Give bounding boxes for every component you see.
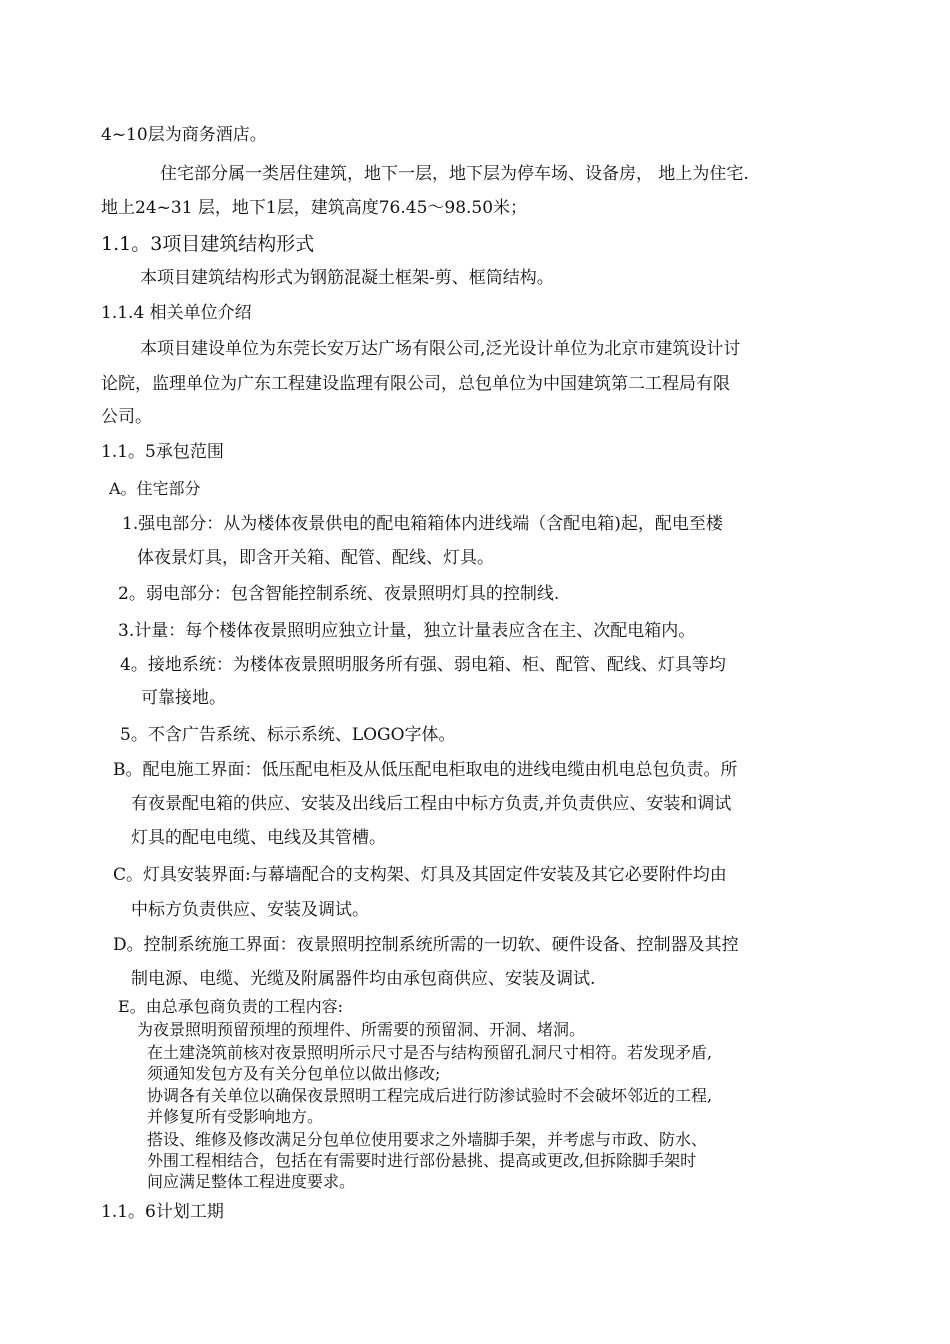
text-line-residential-desc: 住宅部分属一类居住建筑，地下一层，地下层为停车场、设备房， 地上为住宅. xyxy=(160,164,749,184)
section-a-title: A。住宅部分 xyxy=(109,479,201,498)
section-c-line-1: C。灯具安装界面:与幕墙配合的支构架、灯具及其固定件安装及其它必要附件均由 xyxy=(113,865,727,885)
section-e-item-4-line-2: 外围工程相结合，包括在有需要时进行部份悬挑、提高或更改,但拆除脚手架时 xyxy=(147,1151,697,1170)
heading-1-1-3: 1.1。3项目建筑结构形式 xyxy=(101,233,315,255)
section-d-line-2: 制电源、电缆、光缆及附属器件均由承包商供应、安装及调试. xyxy=(131,969,596,989)
item-4-line-2: 可靠接地。 xyxy=(141,688,226,708)
section-c-line-2: 中标方负责供应、安装及调试。 xyxy=(131,900,369,920)
section-e-item-3-line-1: 协调各有关单位以确保夜景照明工程完成后进行防渗试验时不会破坏邻近的工程, xyxy=(147,1086,713,1105)
section-e-title: E。由总承包商负责的工程内容: xyxy=(118,997,344,1016)
section-e-item-1: 为夜景照明预留预埋的预埋件、所需要的预留洞、开洞、堵洞。 xyxy=(137,1020,586,1039)
item-1-line-2: 体夜景灯具，即含开关箱、配管、配线、灯具。 xyxy=(137,548,494,568)
item-1-line-1: 1.强电部分：从为楼体夜景供电的配电箱箱体内进线端（含配电箱)起，配电至楼 xyxy=(122,514,723,534)
text-line-structure: 本项目建筑结构形式为钢筋混凝土框架-剪、框筒结构。 xyxy=(140,268,554,288)
text-line-floors-hotel: 4~10层为商务酒店。 xyxy=(101,125,267,145)
section-b-line-2: 有夜景配电箱的供应、安装及出线后工程由中标方负责,并负责供应、安装和调试 xyxy=(131,794,732,814)
section-b-line-1: B。配电施工界面：低压配电柜及从低压配电柜取电的进线电缆由机电总包负责。所 xyxy=(113,760,738,780)
section-e-item-3-line-2: 并修复所有受影响地方。 xyxy=(147,1107,324,1126)
item-3: 3.计量：每个楼体夜景照明应独立计量，独立计量表应含在主、次配电箱内。 xyxy=(118,621,696,641)
heading-1-1-6: 1.1。6计划工期 xyxy=(101,1202,224,1222)
item-4-line-1: 4。接地系统：为楼体夜景照明服务所有强、弱电箱、柜、配管、配线、灯具等均 xyxy=(120,655,726,675)
section-e-item-2-line-2: 须通知发包方及有关分包单位以做出修改; xyxy=(147,1064,441,1083)
section-e-item-4-line-1: 搭设、维修及修改满足分包单位使用要求之外墙脚手架，并考虑与市政、防水、 xyxy=(147,1130,708,1149)
text-line-residential-height: 地上24~31 层，地下1层，建筑高度76.45～98.50米； xyxy=(101,198,528,218)
heading-1-1-5: 1.1。5承包范围 xyxy=(101,442,224,462)
text-line-units-3: 公司。 xyxy=(101,407,152,427)
item-5: 5。不含广告系统、标示系统、LOGO字体。 xyxy=(120,725,456,745)
section-e-item-2-line-1: 在土建浇筑前核对夜景照明所示尺寸是否与结构预留孔洞尺寸相符。若发现矛盾, xyxy=(147,1043,713,1062)
section-e-item-4-line-3: 间应满足整体工程进度要求。 xyxy=(147,1172,356,1191)
text-line-units-1: 本项目建设单位为东莞长安万达广场有限公司,泛光设计单位为北京市建筑设计讨 xyxy=(140,339,741,359)
section-b-line-3: 灯具的配电电缆、电线及其管槽。 xyxy=(131,828,386,848)
heading-1-1-4: 1.1.4 相关单位介绍 xyxy=(101,303,252,323)
item-2: 2。弱电部分：包含智能控制系统、夜景照明灯具的控制线. xyxy=(118,584,560,604)
section-d-line-1: D。控制系统施工界面：夜景照明控制系统所需的一切软、硬件设备、控制器及其控 xyxy=(113,935,739,955)
text-line-units-2: 论院，监理单位为广东工程建设监理有限公司，总包单位为中国建筑第二工程局有限 xyxy=(101,374,730,394)
